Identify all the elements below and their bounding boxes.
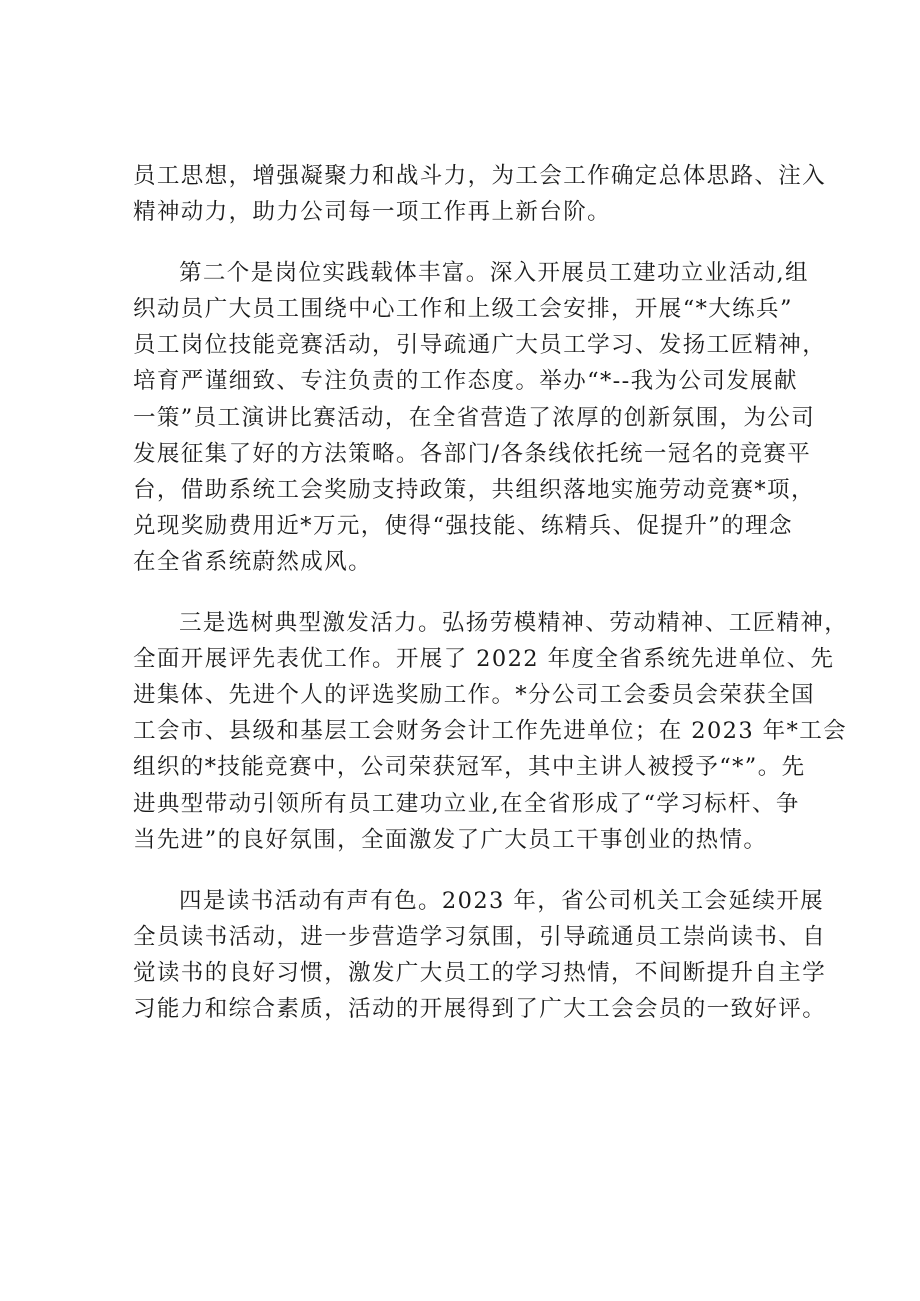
text-line: 进典型带动引领所有员工建功立业,在全省形成了“学习标杆、争 xyxy=(133,790,800,817)
text-line: 三是选树典型激发活力。弘扬劳模精神、劳动精神、工匠精神， xyxy=(179,610,849,637)
paragraph-role-models xyxy=(133,605,849,858)
text-line: 四是读书活动有声有色。2023 年，省公司机关工会延续开展 xyxy=(179,887,825,914)
text-line: 第二个是岗位实践载体丰富。深入开展员工建功立业活动,组 xyxy=(179,260,809,287)
text-line: 台，借助系统工会奖励支持政策，共组织落地实施劳动竞赛*项， xyxy=(133,476,815,503)
text-line: 进集体、先进个人的评选奖励工作。*分公司工会委员会荣获全国 xyxy=(133,682,815,709)
text-line: 发展征集了好的方法策略。各部门/各条线依托统一冠名的竞赛平 xyxy=(133,440,812,467)
text-line: 培育严谨细致、专注负责的工作态度。举办“*--我为公司发展献 xyxy=(133,368,798,395)
text-line: 员工思想，增强凝聚力和战斗力，为工会工作确定总体思路、注入 xyxy=(133,163,827,189)
text-line: 一策”员工演讲比赛活动，在全省营造了浓厚的创新氛围，为公司 xyxy=(133,404,816,431)
text-line: 觉读书的良好习惯，激发广大员工的学习热情，不间断提升自主学 xyxy=(133,959,827,986)
text-line: 当先进”的良好氛围，全面激发了广大员工干事创业的热情。 xyxy=(133,826,768,853)
paragraph-gap xyxy=(133,580,823,605)
text-line: 织动员广大员工围绕中心工作和上级工会安排，开展“*大练兵” xyxy=(133,296,793,323)
paragraph-gap xyxy=(133,230,823,255)
text-line: 在全省系统蔚然成风。 xyxy=(133,548,373,575)
paragraph-reading-activity xyxy=(133,883,827,1027)
paragraph-gap xyxy=(133,858,823,883)
text-line: 习能力和综合素质，活动的开展得到了广大工会会员的一致好评。 xyxy=(133,995,827,1022)
paragraph-continuation xyxy=(133,158,827,230)
text-line: 员工岗位技能竞赛活动，引导疏通广大员工学习、发扬工匠精神， xyxy=(133,332,827,359)
text-line: 精神动力，助力公司每一项工作再上新台阶。 xyxy=(133,199,612,226)
paragraph-job-practice xyxy=(133,255,827,580)
text-line: 全面开展评先表优工作。开展了 2022 年度全省系统先进单位、先 xyxy=(133,646,835,673)
text-line: 全员读书活动，进一步营造学习氛围，引导疏通员工崇尚读书、自 xyxy=(133,923,827,950)
text-line: 兑现奖励费用近*万元，使得“强技能、练精兵、促提升”的理念 xyxy=(133,512,793,539)
text-line: 组织的*技能竞赛中，公司荣获冠军，其中主讲人被授予“*”。先 xyxy=(133,754,806,781)
document-page xyxy=(133,158,849,1027)
text-line: 工会市、县级和基层工会财务会计工作先进单位；在 2023 年*工会 xyxy=(133,718,848,745)
